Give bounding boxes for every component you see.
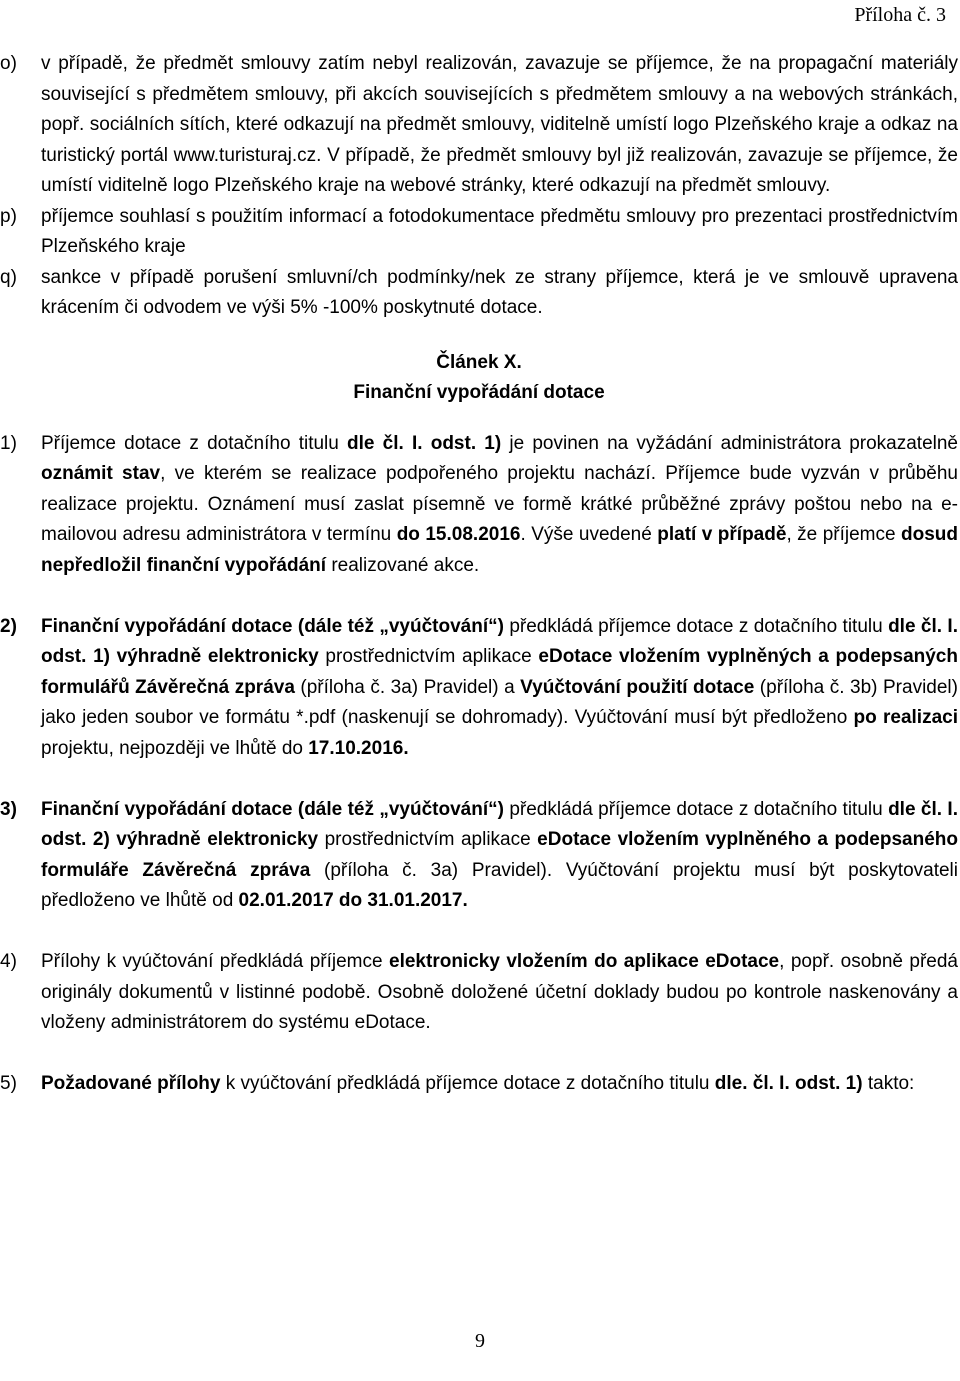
numbered-item-3: [0, 795, 958, 917]
list-item-p: [0, 202, 958, 263]
item-marker: 3): [0, 798, 17, 820]
item-marker: p): [0, 205, 17, 227]
item-marker: 2): [0, 615, 17, 637]
item-marker: q): [0, 266, 17, 288]
page-number: 9: [475, 1330, 485, 1352]
numbered-item-2: [0, 612, 958, 765]
article-title: Článek X.: [436, 351, 522, 373]
numbered-item-5: [0, 1069, 958, 1100]
item-marker: o): [0, 53, 17, 74]
document-body: [0, 49, 958, 1100]
item-text: v případě, že předmět smlouvy zatím nebyl realizován, zavazuje se příjemce, že na propagační materiály související s předmětem smlouvy, při akcích souvisejících s předmětem smlouvy a na webových stránkách, popř. sociálních sítích, které odkazují na předmět smlouvy, viditelně umístí logo Plzeňského kraje a odkaz na turistický portál www.turisturaj.cz. V případě, že předmět smlouvy byl již realizován, zavazuje se příjemce, že umístí viditelně logo Plzeňského kraje na webové stránky, které odkazují na předmět smlouvy.: [41, 53, 958, 196]
item-marker: 1): [0, 432, 17, 454]
attachment-label: Příloha č. 3: [854, 4, 946, 26]
list-item-o: [0, 49, 958, 202]
item-text: Finanční vypořádání dotace (dále též „vyúčtování“) předkládá příjemce dotace z dotačního titulu dle čl. I. odst. 1) výhradně elektronicky prostřednictvím aplikace eDotace vložením vyplněných a podepsaných formulářů Závěrečná zpráva (příloha č. 3a) Pravidel) a Vyúčtování použití dotace (příloha č. 3b) Pravidel) jako jeden soubor ve formátu *.pdf (naskenují se dohromady). Vyúčtování musí být předloženo po realizaci projektu, nejpozději ve lhůtě do 17.10.2016.: [41, 615, 958, 759]
item-text: Požadované přílohy k vyúčtování předkládá příjemce dotace z dotačního titulu dle. čl. I. odst. 1) takto:: [41, 1073, 915, 1094]
item-marker: 4): [0, 951, 17, 972]
item-text: Finanční vypořádání dotace (dále též „vyúčtování“) předkládá příjemce dotace z dotačního titulu dle čl. I. odst. 2) výhradně elektronicky prostřednictvím aplikace eDotace vložením vyplněného a podepsaného formuláře Závěrečná zpráva (příloha č. 3a) Pravidel). Vyúčtování projektu musí být poskytovateli předloženo ve lhůtě od 02.01.2017 do 31.01.2017.: [41, 798, 958, 911]
numbered-item-4: [0, 947, 958, 1039]
numbered-item-1: [0, 429, 958, 582]
item-text: příjemce souhlasí s použitím informací a fotodokumentace předmětu smlouvy pro prezentaci prostřednictvím Plzeňského kraje: [41, 205, 958, 257]
item-text: Přílohy k vyúčtování předkládá příjemce elektronicky vložením do aplikace eDotace, popř. osobně předá originály dokumentů v listinné podobě. Osobně doložené účetní doklady budou po kontrole naskenovány a vloženy administrátorem do systému eDotace.: [41, 951, 958, 1033]
item-text: sankce v případě porušení smluvní/ch podmínky/nek ze strany příjemce, která je ve smlouvě upravena krácením či odvodem ve výši 5% -100% poskytnuté dotace.: [41, 266, 958, 318]
item-text: Příjemce dotace z dotačního titulu dle čl. I. odst. 1) je povinen na vyžádání administrátora prokazatelně oznámit stav, ve kterém se realizace podpořeného projektu nachází. Příjemce bude vyzván v průběhu realizace projektu. Oznámení musí zaslat písemně ve formě krátké průběžné zprávy poštou nebo na e-mailovou adresu administrátora v termínu do 15.08.2016. Výše uvedené platí v případě, že příjemce dosud nepředložil finanční vypořádání realizované akce.: [41, 432, 959, 576]
article-subtitle: Finanční vypořádání dotace: [353, 382, 605, 403]
item-marker: 5): [0, 1073, 17, 1094]
list-item-q: [0, 263, 958, 324]
